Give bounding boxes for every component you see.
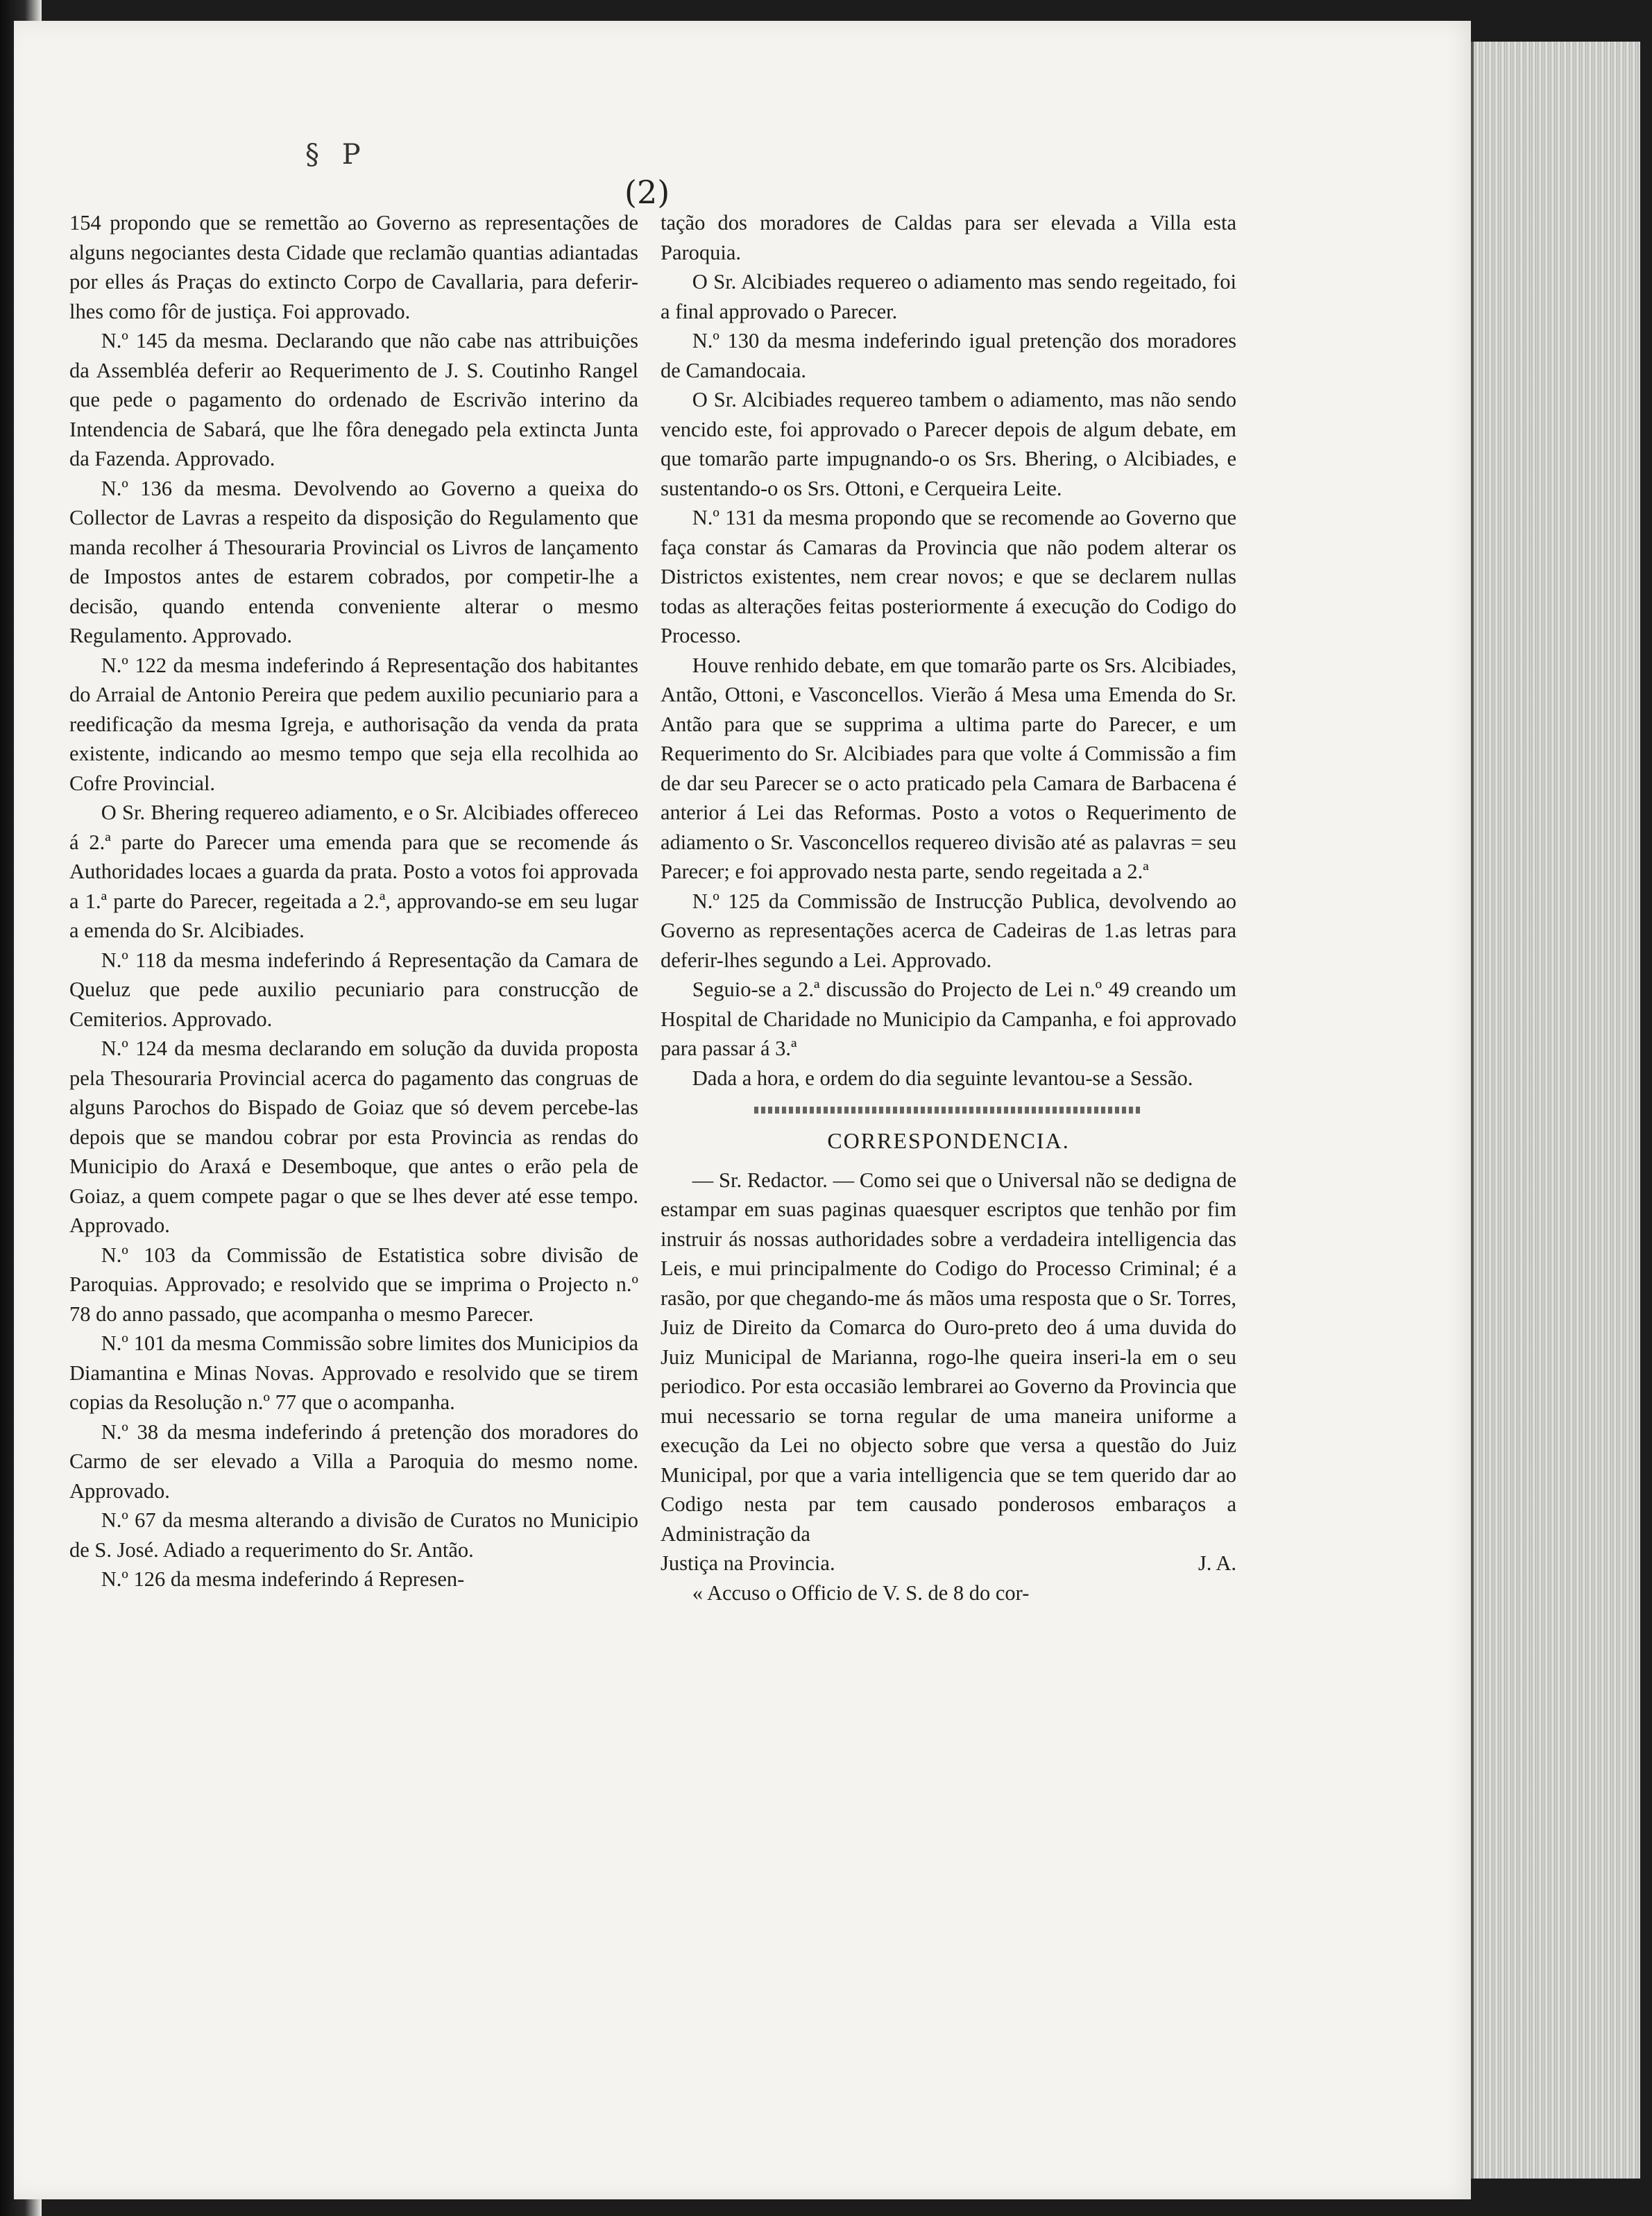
page-edges [1471, 42, 1640, 2179]
left-column [69, 208, 638, 1594]
paragraph: N.º 122 da mesma indeferindo á Representação dos habitantes do Arraial de Antonio Pereira que pedem auxilio pecuniario para a reedificação da mesma Igreja, e authorisação da venda da prata existente, indicando ao mesmo tempo que seja ella recolhida ao Cofre Provincial. [69, 653, 638, 795]
letter-closing: Justiça na Provincia. [661, 1551, 835, 1575]
paragraph: N.º 38 da mesma indeferindo á pretenção dos moradores do Carmo de ser elevado a Villa a Paroquia do mesmo nome. Approvado. [69, 1420, 638, 1503]
paragraph: N.º 126 da mesma indeferindo á Represen- [101, 1567, 465, 1591]
paragraph: N.º 125 da Commissão de Instrucção Publica, devolvendo ao Governo as representações acerca de Cadeiras de 1.as letras para deferir-lhes segundo a Lei. Approvado. [661, 889, 1236, 972]
paragraph: N.º 118 da mesma indeferindo á Representação da Camara de Queluz que pede auxilio pecuniario para construcção de Cemiterios. Approvado. [69, 948, 638, 1031]
page-marker: § P [305, 139, 368, 171]
signature: J. A. [1198, 1551, 1236, 1575]
paragraph: N.º 103 da Commissão de Estatistica sobre divisão de Paroquias. Approvado; e resolvido que se imprima o Projecto n.º 78 do anno passado, que acompanha o mesmo Parecer. [69, 1243, 638, 1326]
paragraph: N.º 67 da mesma alterando a divisão de Curatos no Municipio de S. José. Adiado a requerimento do Sr. Antão. [69, 1508, 638, 1562]
paragraph: N.º 145 da mesma. Declarando que não cabe nas attribuições da Assembléa deferir ao Requerimento de J. S. Coutinho Rangel que pede o pagamento do ordenado de Escrivão interino da Intendencia de Sabará, que lhe fôra denegado pela extincta Junta da Fazenda. Approvado. [69, 329, 638, 470]
paragraph: Seguio-se a 2.ª discussão do Projecto de Lei n.º 49 creando um Hospital de Charidade no Municipio da Campanha, e foi approvado para passar á 3.ª [661, 978, 1236, 1060]
continuation-line: « Accuso o Officio de V. S. de 8 do cor- [692, 1580, 1030, 1605]
letter-body: — Sr. Redactor. — Como sei que o Universal não se dedigna de estampar em suas paginas quaesquer escriptos que tenhão por fim instruir ás nossas authoridades sobre a verdadeira intelligencia das Leis, e mui principalmente do Codigo do Processo Criminal; é a rasão, por que chegando-me ás mãos uma resposta que o Sr. Torres, Juiz de Direito da Comarca do Ouro-preto deo á uma duvida do Juiz Municipal de Marianna, rogo-lhe queira inseri-la em o seu periodico. Por esta occasião lembrarei ao Governo da Provincia que mui necessario se torna regular de uma maneira uniforme a execução da Lei no objecto sobre que versa a questão do Juiz Municipal, por que a varia intelligencia que se tem querido dar ao Codigo nesta par tem causado ponderosos embaraços a Administração da [661, 1168, 1236, 1546]
paragraph: O Sr. Alcibiades requereo tambem o adiamento, mas não sendo vencido este, foi approvado o Parecer depois de algum debate, em que tomarão parte impugnando-o os Srs. Bhering, o Alcibiades, e sustentando-o os Srs. Ottoni, e Cerqueira Leite. [661, 388, 1236, 500]
paragraph: N.º 136 da mesma. Devolvendo ao Governo a queixa do Collector de Lavras a respeito da disposição do Regulamento que manda recolher á Thesouraria Provincial os Livros de lançamento de Impostos antes de estarem cobrados, por competir-lhe a decisão, quando entenda conveniente alterar o mesmo Regulamento. Approvado. [69, 476, 638, 647]
paragraph: Dada a hora, e ordem do dia seguinte levantou-se a Sessão. [692, 1066, 1193, 1090]
paragraph: tação dos moradores de Caldas para ser elevada a Villa esta Paroquia. [661, 211, 1236, 264]
section-heading: CORRESPONDENCIA. [827, 1128, 1070, 1153]
page-number: (2) [624, 173, 670, 211]
paragraph: Houve renhido debate, em que tomarão parte os Srs. Alcibiades, Antão, Ottoni, e Vasconcellos. Vierão á Mesa uma Emenda do Sr. Antão para que se supprima a ultima parte do Parecer, e um Requerimento do Sr. Alcibiades para que volte á Commissão a fim de dar seu Parecer se o acto praticado pela Camara de Barbacena é anterior á Lei das Reformas. Posto a votos o Requerimento de adiamento o Sr. Vasconcellos requereo divisão até as palavras = seu Parecer; e foi approvado nesta parte, sendo regeitada a 2.ª [661, 653, 1236, 883]
section-divider [754, 1107, 1143, 1114]
paragraph: N.º 131 da mesma propondo que se recomende ao Governo que faça constar ás Camaras da Provincia que não podem alterar os Districtos existentes, nem crear novos; e que se declarem nullas todas as alterações feitas posteriormente á execução do Codigo do Processo. [661, 506, 1236, 647]
paragraph: O Sr. Alcibiades requereo o adiamento mas sendo regeitado, foi a final approvado o Parecer. [661, 270, 1236, 323]
paragraph: N.º 101 da mesma Commissão sobre limites dos Municipios da Diamantina e Minas Novas. Approvado e resolvido que se tirem copias da Resolução n.º 77 que o acompanha. [69, 1331, 638, 1414]
paragraph: N.º 130 da mesma indeferindo igual pretenção dos moradores de Camandocaia. [661, 329, 1236, 382]
paragraph: 154 propondo que se remettão ao Governo as representações de alguns negociantes desta Cidade que reclamão quantias adiantadas por elles ás Praças do extincto Corpo de Cavallaria, para deferir-lhes como fôr de justiça. Foi approvado. [69, 211, 638, 323]
right-column [661, 208, 1236, 1608]
signature-line [661, 1549, 1236, 1578]
paragraph: O Sr. Bhering requereo adiamento, e o Sr. Alcibiades offereceo á 2.ª parte do Parecer uma emenda para que se recomende ás Authoridades locaes a guarda da prata. Posto a votos foi approvada a 1.ª parte do Parecer, regeitada a 2.ª, approvando-se em seu lugar a emenda do Sr. Alcibiades. [69, 801, 638, 942]
paragraph: N.º 124 da mesma declarando em solução da duvida proposta pela Thesouraria Provincial acerca do pagamento das congruas de alguns Parochos do Bispado de Goiaz que só devem percebe-las depois que se mandou cobrar por esta Provincia as rendas do Municipio do Araxá e Desemboque, que antes o erão pela de Goiaz, a quem compete pagar o que se lhes dever até esse tempo. Approvado. [69, 1037, 638, 1237]
